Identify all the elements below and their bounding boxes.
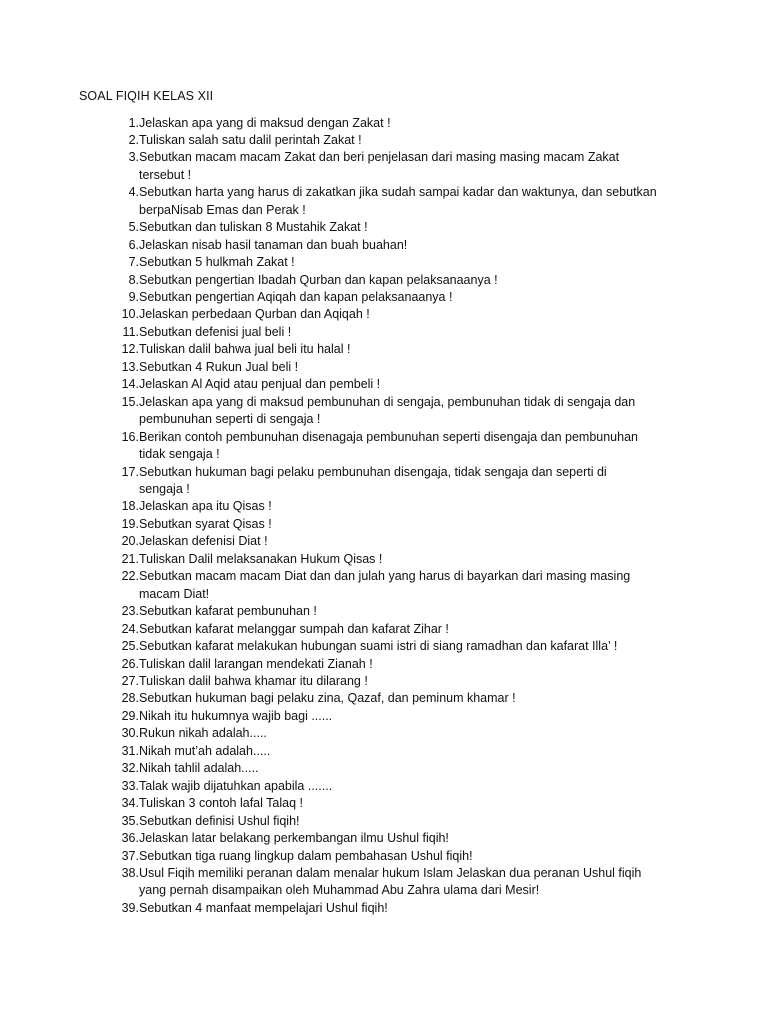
question-text: Sebutkan hukuman bagi pelaku pembunuhan disengaja, tidak sengaja dan seperti di sengaja ! [139, 464, 607, 497]
question-number-cell [108, 324, 139, 341]
question-item [108, 289, 668, 306]
question-number-cell [108, 237, 139, 254]
question-number: 6. [128, 237, 139, 252]
question-number-cell [108, 132, 139, 149]
question-number-cell [108, 603, 139, 620]
question-text: Sebutkan kafarat melakukan hubungan suami istri di siang ramadhan dan kafarat Illa’ ! [139, 639, 618, 654]
question-number-cell [108, 656, 139, 673]
question-number: 22. [121, 569, 139, 584]
question-item [108, 760, 668, 777]
question-text: Sebutkan kafarat pembunuhan ! [139, 604, 317, 619]
question-text: Jelaskan perbedaan Qurban dan Aqiqah ! [139, 307, 370, 322]
question-item [108, 464, 668, 499]
question-item [108, 498, 668, 515]
question-number: 19. [121, 516, 139, 531]
question-number: 33. [121, 778, 139, 793]
question-item [108, 184, 668, 219]
question-number-cell [108, 743, 139, 760]
question-item [108, 725, 668, 742]
question-item [108, 638, 668, 655]
question-number-cell [108, 830, 139, 847]
question-text: Tuliskan Dalil melaksanakan Hukum Qisas ! [139, 551, 383, 566]
question-number: 36. [121, 831, 139, 846]
question-item [108, 359, 668, 376]
question-item [108, 551, 668, 568]
question-text: Sebutkan 4 Rukun Jual beli ! [139, 359, 299, 374]
question-number-cell [108, 900, 139, 917]
question-number-cell [108, 778, 139, 795]
question-text: Rukun nikah adalah..... [139, 726, 267, 741]
question-number-cell [108, 621, 139, 638]
question-item [108, 115, 668, 132]
question-text: Usul Fiqih memiliki peranan dalam menalar hukum Islam Jelaskan dua peranan Ushul fiqih yang pernah disampaikan oleh Muhammad Abu Zahra ulama dari Mesir! [139, 865, 642, 898]
question-text: Nikah itu hukumnya wajib bagi ...... [139, 708, 333, 723]
question-number: 9. [128, 290, 139, 305]
question-item [108, 254, 668, 271]
question-number-cell [108, 865, 139, 900]
question-text: Sebutkan pengertian Aqiqah dan kapan pelaksanaanya ! [139, 290, 453, 305]
question-number-cell [108, 673, 139, 690]
question-number: 30. [121, 726, 139, 741]
question-text: Sebutkan dan tuliskan 8 Mustahik Zakat ! [139, 220, 368, 235]
question-number-cell [108, 306, 139, 323]
question-text: Berikan contoh pembunuhan disenagaja pembunuhan seperti disengaja dan pembunuhan tidak sengaja ! [139, 429, 638, 462]
question-text: Jelaskan nisab hasil tanaman dan buah buahan! [139, 237, 408, 252]
question-text: Jelaskan apa yang di maksud pembunuhan di sengaja, pembunuhan tidak di sengaja dan pembunuhan seperti di sengaja ! [139, 394, 636, 427]
question-item [108, 149, 668, 184]
document-title: SOAL FIQIH KELAS XII [79, 89, 214, 103]
question-number-cell [108, 115, 139, 132]
question-text: Jelaskan apa itu Qisas ! [139, 499, 272, 514]
question-item [108, 219, 668, 236]
question-text: Jelaskan Al Aqid atau penjual dan pembeli ! [139, 377, 381, 392]
question-number: 25. [121, 639, 139, 654]
question-item [108, 306, 668, 323]
question-text: Sebutkan hukuman bagi pelaku zina, Qazaf, dan peminum khamar ! [139, 691, 516, 706]
question-text: Talak wajib dijatuhkan apabila ....... [139, 778, 333, 793]
question-number: 2. [128, 132, 139, 147]
question-item [108, 516, 668, 533]
question-number-cell [108, 359, 139, 376]
question-list [108, 115, 668, 918]
question-number-cell [108, 795, 139, 812]
question-text: Nikah mut’ah adalah..... [139, 743, 271, 758]
question-text: Sebutkan 4 manfaat mempelajari Ushul fiqih! [139, 900, 388, 915]
question-number-cell [108, 708, 139, 725]
question-item [108, 603, 668, 620]
question-number: 28. [121, 691, 139, 706]
question-text: Sebutkan pengertian Ibadah Qurban dan kapan pelaksanaanya ! [139, 272, 498, 287]
question-number: 15. [121, 394, 139, 409]
question-text: Sebutkan defenisi jual beli ! [139, 324, 292, 339]
question-number: 37. [121, 848, 139, 863]
question-number-cell [108, 725, 139, 742]
question-item [108, 324, 668, 341]
question-number: 31. [121, 743, 139, 758]
question-number-cell [108, 394, 139, 429]
question-number: 8. [128, 272, 139, 287]
question-number-cell [108, 551, 139, 568]
question-text: Sebutkan macam macam Diat dan dan julah yang harus di bayarkan dari masing masing macam Diat! [139, 569, 631, 601]
question-text: Sebutkan kafarat melanggar sumpah dan kafarat Zihar ! [139, 621, 449, 636]
question-item [108, 865, 668, 900]
question-number: 13. [121, 359, 139, 374]
question-number-cell [108, 638, 139, 655]
question-item [108, 900, 668, 917]
question-number-cell [108, 533, 139, 550]
question-item [108, 568, 668, 603]
question-text: Tuliskan dalil bahwa khamar itu dilarang ! [139, 674, 368, 688]
question-number: 29. [121, 708, 139, 723]
question-number: 34. [121, 796, 139, 811]
question-text: Tuliskan dalil larangan mendekati Zianah ! [139, 656, 373, 671]
question-item [108, 795, 668, 812]
question-number: 21. [121, 551, 139, 566]
question-item [108, 429, 668, 464]
question-number: 4. [128, 185, 139, 200]
question-number-cell [108, 254, 139, 271]
question-number: 24. [121, 621, 139, 636]
question-number-cell [108, 690, 139, 707]
question-number: 27. [121, 674, 139, 688]
question-item [108, 778, 668, 795]
question-number-cell [108, 376, 139, 393]
question-number-cell [108, 219, 139, 236]
question-number: 20. [121, 534, 139, 549]
question-number-cell [108, 516, 139, 533]
question-item [108, 272, 668, 289]
question-item [108, 376, 668, 393]
question-number-cell [108, 848, 139, 865]
question-number: 11. [122, 324, 139, 339]
question-number-cell [108, 498, 139, 515]
question-item [108, 813, 668, 830]
question-number: 39. [121, 900, 139, 915]
question-item [108, 621, 668, 638]
question-item [108, 830, 668, 847]
question-item [108, 533, 668, 550]
question-item [108, 848, 668, 865]
question-item [108, 708, 668, 725]
question-item [108, 690, 668, 707]
question-number: 10. [121, 307, 139, 322]
question-number-cell [108, 289, 139, 306]
question-number-cell [108, 272, 139, 289]
question-number-cell [108, 568, 139, 603]
question-text: Tuliskan 3 contoh lafal Talaq ! [139, 796, 303, 811]
question-item [108, 341, 668, 358]
question-number-cell [108, 760, 139, 777]
question-item [108, 743, 668, 760]
question-item [108, 394, 668, 429]
question-text: Sebutkan macam macam Zakat dan beri penjelasan dari masing masing macam Zakat tersebut ! [139, 150, 620, 182]
question-text: Tuliskan salah satu dalil perintah Zakat ! [139, 132, 362, 147]
question-number: 1. [128, 115, 139, 130]
question-number: 14. [121, 377, 139, 392]
question-text: Jelaskan apa yang di maksud dengan Zakat ! [139, 115, 391, 130]
question-item [108, 237, 668, 254]
question-item [108, 673, 668, 690]
question-number: 18. [121, 499, 139, 514]
question-text: Nikah tahlil adalah..... [139, 761, 259, 776]
question-number: 26. [121, 656, 139, 671]
question-number-cell [108, 813, 139, 830]
question-number-cell [108, 429, 139, 464]
question-text: Sebutkan definisi Ushul fiqih! [139, 813, 300, 828]
question-number: 38. [121, 865, 139, 880]
question-text: Sebutkan 5 hulkmah Zakat ! [139, 255, 295, 270]
question-number: 32. [121, 761, 139, 776]
question-number-cell [108, 149, 139, 184]
question-text: Sebutkan tiga ruang lingkup dalam pembahasan Ushul fiqih! [139, 848, 473, 863]
question-number: 7. [128, 255, 139, 270]
question-text: Jelaskan defenisi Diat ! [139, 534, 268, 549]
question-text: Tuliskan dalil bahwa jual beli itu halal ! [139, 342, 351, 357]
question-number: 23. [121, 604, 139, 619]
question-number: 12. [121, 342, 139, 357]
question-text: Sebutkan syarat Qisas ! [139, 516, 272, 531]
question-text: Sebutkan harta yang harus di zakatkan jika sudah sampai kadar dan waktunya, dan sebutkan berpaNisab Emas dan Perak ! [139, 185, 657, 217]
question-text: Jelaskan latar belakang perkembangan ilmu Ushul fiqih! [139, 831, 449, 846]
question-item [108, 656, 668, 673]
question-number-cell [108, 341, 139, 358]
question-item [108, 132, 668, 149]
question-number: 17. [121, 464, 139, 479]
question-number-cell [108, 184, 139, 219]
question-number: 16. [121, 429, 139, 444]
question-number: 3. [128, 150, 139, 165]
question-number-cell [108, 464, 139, 499]
question-number: 35. [121, 813, 139, 828]
question-number: 5. [128, 220, 139, 235]
